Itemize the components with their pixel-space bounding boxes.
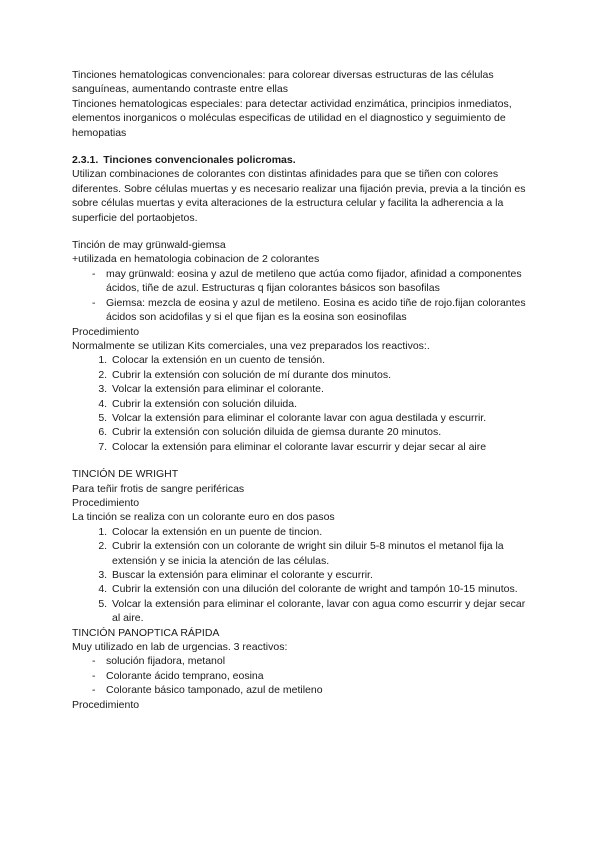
list-item: 5. Volcar la extensión para eliminar el colorante lavar con agua destilada y escurrir.: [110, 411, 532, 425]
list-item: - Colorante básico tamponado, azul de metileno: [92, 683, 532, 697]
section-title: Tinciones convencionales policromas.: [103, 154, 296, 167]
panoptic-title: TINCIÓN PANOPTICA RÁPIDA: [72, 626, 220, 639]
wright-subtitle: Para teñir frotis de sangre periféricas: [72, 482, 245, 495]
document-page: [72, 68, 532, 712]
list-item: 2. Cubrir la extensión con solución de mí durante dos minutos.: [110, 368, 532, 382]
wright-steps: [72, 525, 532, 626]
list-item: - Colorante ácido temprano, eosina: [92, 669, 532, 683]
may-procedure-label: Procedimiento: [72, 325, 140, 338]
list-item: 4. Cubrir la extensión con solución diluida.: [110, 397, 532, 411]
section-body: Utilizan combinaciones de colorantes con distintas afinidades para que se tiñen con colores diferentes. Sobre células muertas y es necesario realizar una fijación previa, previa a la tinción es sobre células muertas y evita alteraciones de la estructura celular y facilita la adherencia a la superficie del portaobjetos.: [72, 168, 526, 224]
list-item: 4. Cubrir la extensión con una dilución del colorante de wright and tampón 10-15 minutos.: [110, 582, 532, 596]
wright-procedure-label: Procedimiento: [72, 496, 140, 509]
may-steps: [72, 353, 532, 454]
list-item: 5. Volcar la extensión para eliminar el colorante, lavar con agua como escurrir y dejar secar al aire.: [110, 597, 532, 626]
list-item: 7. Colocar la extensión para eliminar el colorante lavar escurrir y dejar secar al aire: [110, 440, 532, 454]
list-item: - may grünwald: eosina y azul de metileno que actúa como fijador, afinidad a componentes ácidos, tiñe de azul. Estructuras q fijan colorantes básicos son basofilas: [92, 267, 532, 296]
may-subtitle: +utilizada en hematologia cobinacion de 2 colorantes: [72, 253, 320, 266]
section-number: 2.3.1.: [72, 154, 99, 167]
may-list: [72, 267, 532, 325]
list-item: - solución fijadora, metanol: [92, 654, 532, 668]
panoptic-list: [72, 654, 532, 697]
panoptic-procedure-label: Procedimiento: [72, 698, 140, 711]
list-item: - Giemsa: mezcla de eosina y azul de metileno. Eosina es acido tiñe de rojo.fijan colorantes ácidos son acidofilas y si el que fijan es la eosina son eosinofilas: [92, 296, 532, 325]
wright-procedure-intro: La tinción se realiza con un colorante euro en dos pasos: [72, 511, 335, 524]
may-title: Tinción de may grünwald-giemsa: [72, 239, 226, 252]
panoptic-subtitle: Muy utilizado en lab de urgencias. 3 reactivos:: [72, 641, 288, 654]
list-item: 1. Colocar la extensión en un puente de tincion.: [110, 525, 532, 539]
list-item: 1. Colocar la extensión en un cuento de tensión.: [110, 353, 532, 367]
list-item: 6. Cubrir la extensión con solución diluida de giemsa durante 20 minutos.: [110, 425, 532, 439]
list-item: 3. Volcar la extensión para eliminar el colorante.: [110, 382, 532, 396]
list-item: 2. Cubrir la extensión con un colorante de wright sin diluir 5-8 minutos el metanol fija la extensión y se inicia la atención de las células.: [110, 539, 532, 568]
intro-special: Tinciones hematologicas especiales: para detectar actividad enzimática, principios inmediatos, elementos inorganicos o moléculas especificas de utilidad en el diagnostico y seguimiento de hemopatias: [72, 97, 512, 139]
intro-conventional: Tinciones hematologicas convencionales: para colorear diversas estructuras de las células sanguíneas, aumentando contraste entre ellas: [72, 69, 494, 96]
section-heading: [72, 153, 532, 167]
list-item: 3. Buscar la extensión para eliminar el colorante y escurrir.: [110, 568, 532, 582]
wright-title: TINCIÓN DE WRIGHT: [72, 468, 179, 481]
may-procedure-intro: Normalmente se utilizan Kits comerciales, una vez preparados los reactivos:.: [72, 339, 430, 352]
